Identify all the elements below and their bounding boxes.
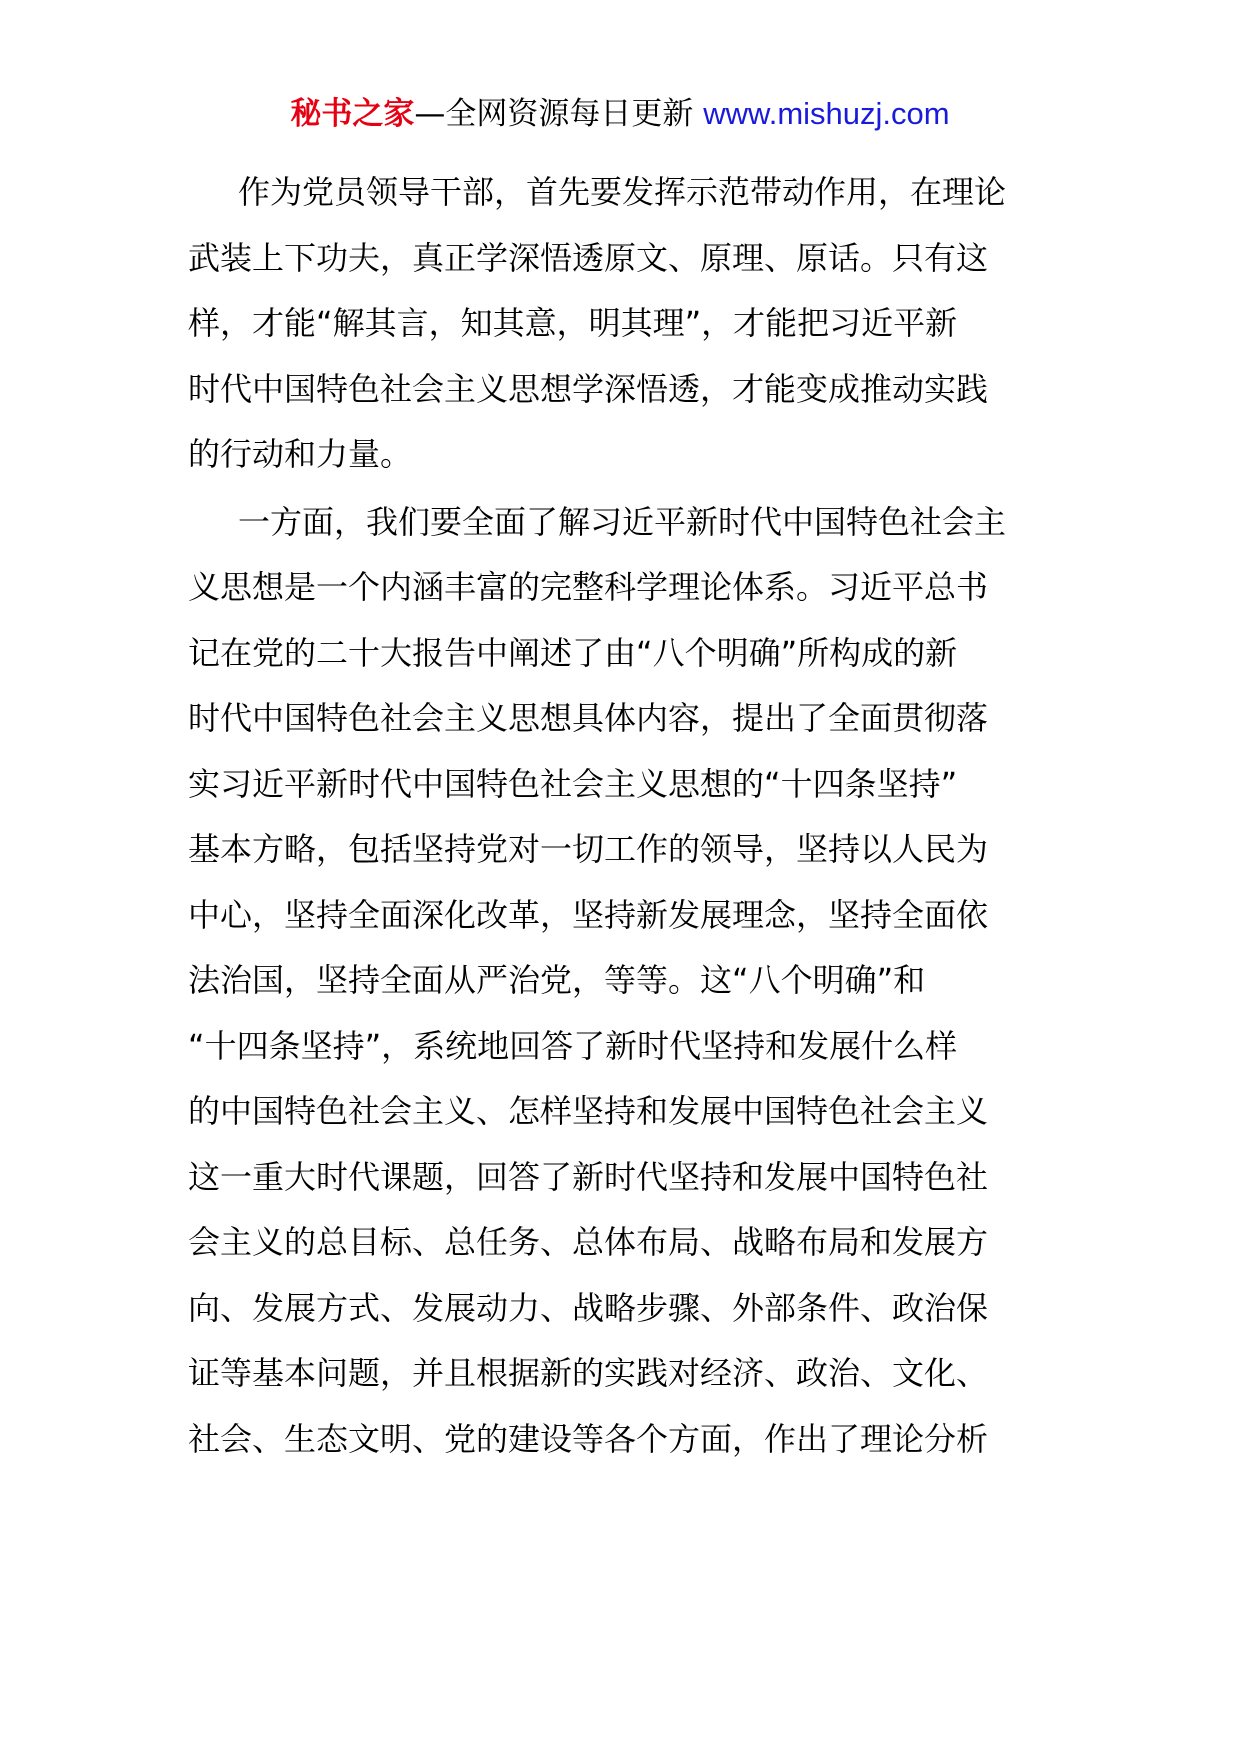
text-line: 法治国，坚持全面从严治党，等等。这“八个明确”和 [188,961,926,999]
text-line: 实习近平新时代中国特色社会主义思想的“十四条坚持” [188,764,958,803]
text-line: 的中国特色社会主义、怎样坚持和发展中国特色社会主义 [188,1092,989,1130]
text-line: 这一重大时代课题，回答了新时代坚持和发展中国特色社 [188,1157,989,1196]
text-line: 会主义的总目标、总任务、总体布局、战略布局和发展方 [188,1223,989,1261]
text-line: 作为党员领导干部，首先要发挥示范带动作用，在理论 [238,173,1007,211]
text-line: 一方面，我们要全面了解习近平新时代中国特色社会主 [238,502,1007,541]
text-line: 的行动和力量。 [188,435,413,473]
document-body [188,160,1048,1474]
page-header [0,94,1240,134]
text-line: 中心，坚持全面深化改革，坚持新发展理念，坚持全面依 [188,895,989,934]
text-line: 证等基本问题，并且根据新的实践对经济、政治、文化、 [188,1354,989,1392]
text-line: 记在党的二十大报告中阐述了由“八个明确”所构成的新 [188,633,958,672]
text-line: 时代中国特色社会主义思想学深悟透，才能变成推动实践 [188,369,989,408]
text-line: 时代中国特色社会主义思想具体内容，提出了全面贯彻落 [188,699,989,737]
paragraph-2 [188,490,1048,1473]
text-line: 武装上下功夫，真正学深悟透原文、原理、原话。只有这 [188,238,989,277]
brand-name: 秘书之家 [290,96,415,132]
text-line: 向、发展方式、发展动力、战略步骤、外部条件、政治保 [188,1288,989,1327]
text-line: 社会、生态文明、党的建设等各个方面，作出了理论分析 [188,1419,989,1458]
text-line: “十四条坚持”，系统地回答了新时代坚持和发展什么样 [188,1026,958,1065]
text-line: 义思想是一个内涵丰富的完整科学理论体系。习近平总书 [188,568,989,606]
website-link[interactable]: www.mishuzj.com [703,96,950,131]
text-line: 样，才能“解其言，知其意，明其理”，才能把习近平新 [188,304,958,342]
header-tagline: —全网资源每日更新 [414,96,694,132]
text-line: 基本方略，包括坚持党对一切工作的领导，坚持以人民为 [188,830,989,868]
paragraph-1 [188,160,1048,488]
